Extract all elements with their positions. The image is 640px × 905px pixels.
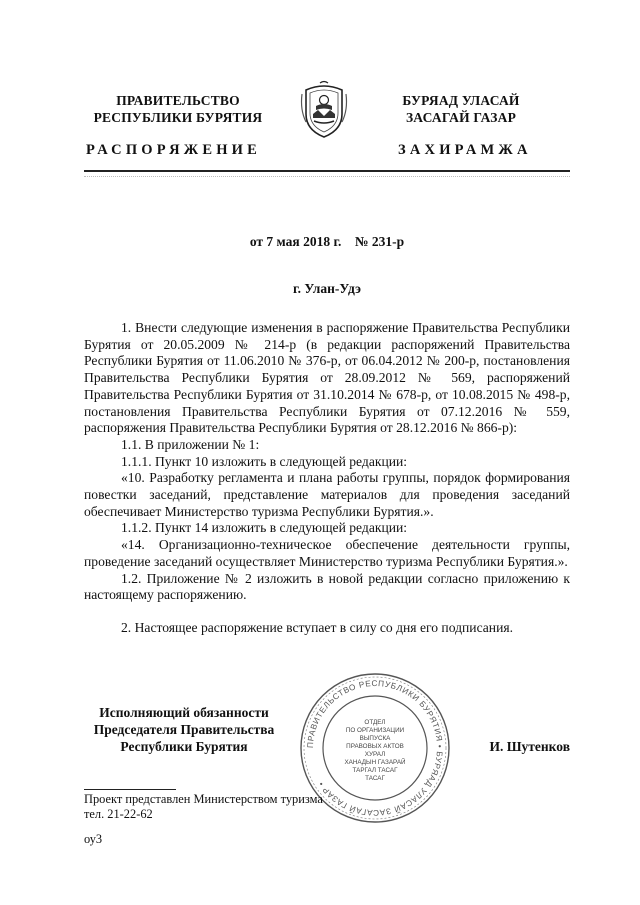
footer-note [84,792,323,822]
header-left-line: ПРАВИТЕЛЬСТВО [116,93,240,108]
paragraph: «14. Организационно-техническое обеспечение деятельности группы, проведение заседаний осуществляет Министерство туризма Республики Бурятия.». [84,537,570,569]
paragraph: 1.1. В приложении № 1: [121,436,260,452]
stamp-line: ПРАВОВЫХ АКТОВ [346,743,404,750]
stamp-line: ТАСАГ [365,775,385,782]
header-dotted-line [84,176,570,178]
document-code: оу3 [84,832,103,846]
stamp-line: ХУРАЛ [364,751,386,758]
header-left-line: РЕСПУБЛИКИ БУРЯТИЯ [93,110,263,125]
header-right-line: ЗАСАГАЙ ГАЗАР [405,110,517,125]
signatory-title [84,705,284,755]
stamp-line: ТАРГАЛ ТАСАГ [352,767,398,774]
paragraph: «10. Разработку регламента и плана работы группы, порядок формирования повестки заседаний, представление материалов для проведения заседаний обеспечивает Министерство туризма Республики Бурятия.». [84,470,570,519]
footer-line: тел. 21-22-62 [84,807,153,821]
paragraph: 1. Внести следующие изменения в распоряжение Правительства Республики Бурятия от 20.05.2009 № 214-р (в редакции распоряжений Правительства Республики Бурятия от 11.06.2010 № 376-р, от 06.04.2012 № 200-р, постановления Правительства Республики Бурятия от 28.09.2012 № 569, распоряжений Правительства Республики Бурятия от 31.10.2014 № 678-р, от 10.08.2015 № 498-р, постановления Правительства Республики Бурятия от 07.12.2016 № 559, распоряжения Правительства Республики Бурятия от 28.12.2016 № 866-р): [84,320,570,436]
signatory-title-line: Председателя Правительства [93,721,275,737]
signatory-title-line: Исполняющий обязанности [99,705,269,720]
paragraph: 2. Настоящее распоряжение вступает в силу со дня его подписания. [121,619,514,635]
doc-type-left: РАСПОРЯЖЕНИЕ [86,142,262,158]
paragraph: 1.1.2. Пункт 14 изложить в следующей редакции: [121,520,408,536]
footer-divider [84,789,176,790]
stamp-line: ОТДЕЛ [364,719,386,726]
stamp-line: ХАНАДЫН ГАЗАРАЙ [344,759,406,766]
signatory-name: И. Шутенков [489,739,570,754]
paragraph: 1.1.1. Пункт 10 изложить в следующей редакции: [121,453,408,469]
coat-of-arms-icon [298,80,350,140]
signatory-title-line: Республики Бурятия [120,738,248,754]
header-divider [84,170,570,172]
footer-line: Проект представлен Министерством туризма [84,792,323,806]
stamp-line: ВЫПУСКА [359,735,391,742]
city: г. Улан-Удэ [293,281,361,296]
header-right-org [372,92,550,126]
header-right-line: БУРЯАД УЛАСАЙ [402,93,520,108]
document-body [84,320,570,637]
header-left-org [84,92,272,126]
paragraph: 1.2. Приложение № 2 изложить в новой редакции согласно приложению к настоящему распоряжению. [84,570,570,603]
stamp-line: ПО ОРГАНИЗАЦИИ [345,727,405,734]
stamp-ring-text: ПРАВИТЕЛЬСТВО РЕСПУБЛИКИ БУРЯТИЯ • БУРЯАД УЛАСАЙ ЗАСАГАЙ ГАЗАР • [305,678,445,818]
date-number: от 7 мая 2018 г. № 231-р [249,234,405,249]
doc-type-right: ЗАХИРАМЖА [398,142,532,158]
